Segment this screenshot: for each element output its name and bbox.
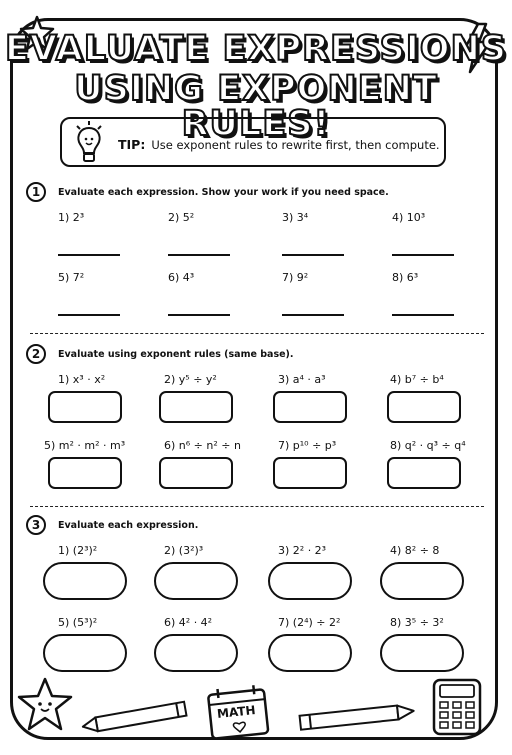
pencil-icon [78,700,198,734]
s2-problem-4: 4) b⁷ ÷ b⁴ [390,373,444,386]
section-3-instruction: Evaluate each expression. [58,520,199,531]
answer-cloud[interactable] [380,562,464,600]
s3-problem-8: 8) 3⁵ ÷ 3² [390,616,444,629]
section-3-number: 3 [26,515,46,535]
answer-box[interactable] [159,457,233,489]
lightbulb-icon [72,120,106,166]
answer-box[interactable] [387,457,461,489]
answer-line[interactable] [168,254,230,256]
s1-problem-3: 3) 3⁴ [282,211,309,224]
answer-line[interactable] [168,314,230,316]
star-icon [14,676,76,734]
title-line-1: EVALUATE EXPRESSIONS [5,29,507,69]
title-line-2: USING EXPONENT RULES! [74,69,438,144]
s2-problem-2: 2) y⁵ ÷ y² [164,373,217,386]
tip-text [118,137,440,152]
answer-line[interactable] [282,314,344,316]
s2-problem-7: 7) p¹⁰ ÷ p³ [278,439,337,452]
s2-problem-3: 3) a⁴ · a³ [278,373,326,386]
tip-body: Use exponent rules to rewrite first, then compute. [151,138,440,152]
answer-cloud[interactable] [268,562,352,600]
answer-box[interactable] [273,391,347,423]
tip-label: TIP: [118,137,146,152]
answer-box[interactable] [273,457,347,489]
answer-cloud[interactable] [43,634,127,672]
answer-line[interactable] [282,254,344,256]
answer-line[interactable] [58,254,120,256]
s3-problem-1: 1) (2³)² [58,544,98,557]
s3-problem-4: 4) 8² ÷ 8 [390,544,440,557]
s1-problem-4: 4) 10³ [392,211,426,224]
answer-box[interactable] [159,391,233,423]
s1-problem-1: 1) 2³ [58,211,85,224]
section-divider [30,506,484,507]
answer-box[interactable] [48,391,122,423]
s1-problem-7: 7) 9² [282,271,309,284]
section-2-instruction: Evaluate using exponent rules (same base). [58,349,294,360]
s3-problem-6: 6) 4² · 4² [164,616,213,629]
answer-line[interactable] [392,254,454,256]
calendar-label: MATH [216,703,257,721]
s3-problem-7: 7) (2⁴) ÷ 2² [278,616,341,629]
answer-line[interactable] [392,314,454,316]
calculator-icon [428,676,486,738]
answer-cloud[interactable] [154,562,238,600]
s2-problem-8: 8) q² · q³ ÷ q⁴ [390,439,466,452]
s3-problem-5: 5) (5³)² [58,616,98,629]
answer-cloud[interactable] [43,562,127,600]
s1-problem-2: 2) 5² [168,211,195,224]
s1-problem-5: 5) 7² [58,271,85,284]
s3-problem-2: 2) (3²)³ [164,544,204,557]
pencil-icon [290,700,420,734]
section-1-instruction: Evaluate each expression. Show your work if you need space. [58,187,389,198]
answer-box[interactable] [48,457,122,489]
s1-problem-6: 6) 4³ [168,271,195,284]
answer-cloud[interactable] [268,634,352,672]
s1-problem-8: 8) 6³ [392,271,419,284]
section-1-number: 1 [26,182,46,202]
section-divider [30,333,484,334]
answer-cloud[interactable] [380,634,464,672]
section-2-number: 2 [26,344,46,364]
s2-problem-6: 6) n⁶ ÷ n² ÷ n [164,439,241,452]
answer-cloud[interactable] [154,634,238,672]
s2-problem-5: 5) m² · m² · m³ [44,439,126,452]
s2-problem-1: 1) x³ · x² [58,373,106,386]
answer-line[interactable] [58,314,120,316]
s3-problem-3: 3) 2² · 2³ [278,544,327,557]
answer-box[interactable] [387,391,461,423]
